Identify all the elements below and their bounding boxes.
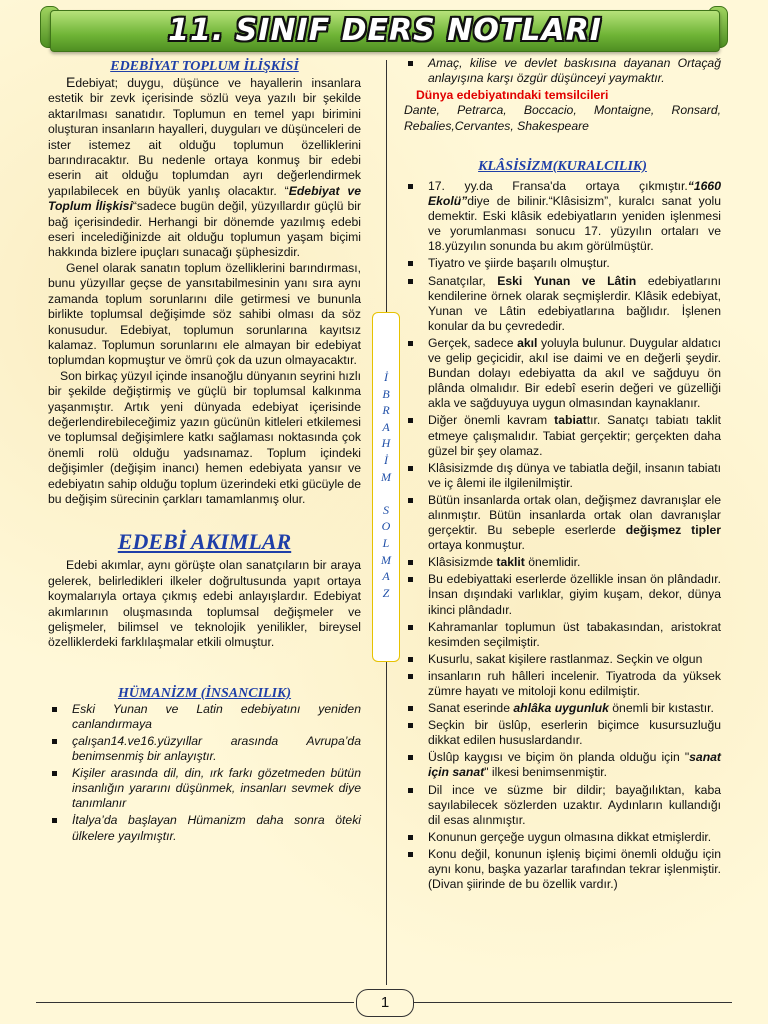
right-column xyxy=(404,56,721,894)
list-item xyxy=(404,701,721,716)
drop-letter: E xyxy=(66,74,76,90)
author-letter: Z xyxy=(382,585,390,600)
list-item xyxy=(404,555,721,570)
paragraph-3: Son birkaç yüzyıl içinde insanoğlu dünyanın seyrini hızlı bir şekilde değiştirmiş ve güçlü bir toplumsal kalkınma yaşanmıştır. Artık yeni dünyada edebiyat içerisinde değerlendirebileceğimiz yazın gücünün kitleleri etkilemesi ve toplumsal değişimlere katkı sağlaması noktasında çok önemli rolü olduğu yadsınamaz. Toplum içindeki değişimler (değişim inancı) hemen edebiyata yansır ve edebiyatın sahip olduğu toplum üzerindeki etki gücüyle de bu değişim sürecinin çarkları tamamlanmış olur. xyxy=(48,368,361,506)
list-item: Seçkin bir üslûp, eserlerin biçimce kusursuzluğu dikkat edilen hususlardandır. xyxy=(404,718,721,748)
left-column xyxy=(48,58,361,846)
author-letter: H xyxy=(381,436,391,451)
list-item: Kahramanlar toplumun üst tabakasından, aristokrat kesimden seçilmiştir. xyxy=(404,620,721,650)
text: diye de bilinir.“Klâsisizm”, kuralcı sanat yolu demektir. Eski klâsik edebiyatların yeniden işlenmesi ve yorumlanması sonucu 17. yüzyılın ortaları ve 18.yüzyılın sonunda bu akım görülmüştür. xyxy=(428,194,721,254)
page-title: 11. SINIF DERS NOTLARI xyxy=(168,13,602,48)
author-letter: L xyxy=(382,535,390,550)
list-item xyxy=(404,493,721,553)
text: edebiyatlarını kendilerine örnek olarak seçmişlerdir. Klâsik edebiyat, Yunan ve Lâtin edebiyatlarına bağlıdır. İşlenen konular da bu çevrededir. xyxy=(428,273,721,333)
author-name-vertical xyxy=(372,312,400,662)
representatives-heading: Dünya edebiyatındaki temsilcileri xyxy=(416,88,609,103)
emphasis: değişmez tipler xyxy=(625,523,721,538)
emphasis: ahlâka uygunluk xyxy=(513,701,609,716)
section-title-humanizm: HÜMANİZM (İNSANCILIK) xyxy=(117,685,292,701)
paragraph-1 xyxy=(48,75,361,261)
paragraph-4: Edebi akımlar, aynı görüşte olan sanatçıların bir araya gelerek, belirledikleri ilkeler doğrultusunda yapıt ortaya koymalarıyla ortaya çıkmış edebi anlayışlardır. Edebiyat akımlarının oluşmasında toplumsal değişmeler ve gelişmeler, bilimsel ve teknolojik yenilikler, bireysel özelliklerdeki farklılaşmalar etkili olmuştur. xyxy=(48,558,361,650)
author-letter: İ xyxy=(384,452,388,467)
footer-rule-right xyxy=(414,1002,732,1003)
humanizm-continued-list xyxy=(404,56,721,86)
list-item: Konu değil, konunun işleniş biçimi önemli olduğu için aynı konu, başka yazarlar tarafından tekrar işlenmiştir.(Divan şiirinde de bu özellik vardır.) xyxy=(404,847,721,892)
text: Sanat eserinde xyxy=(428,701,514,716)
list-item: Dil ince ve süzme bir dildir; bayağılıktan, kaba sayılabilecek sözlerden uzaktır. Aydınların kullandığı dil esas alınmıştır. xyxy=(404,783,721,828)
author-letter: M xyxy=(381,469,391,484)
list-item: İtalya’da başlayan Hümanizm daha sonra öteki ülkelere yayılmıştır. xyxy=(48,813,361,843)
humanizm-list xyxy=(48,702,361,844)
author-letter: R xyxy=(382,403,390,418)
paragraph-2: Genel olarak sanatın toplum özelliklerini barındırması, bunu yüzyıllar geçse de yansıtabilmesinin yanı sıra aynı zamanda toplum sorunlarını dile getirmesi ve bununla birlikte toplumsal değişimde söz sahibi olması da söz konusudur. Edebiyat, toplumun sorunlarına kayıtsız kalamaz. Toplumun sorunlarını ele almayan bir edebiyat toplumdan kopmuştur ve ömrü çok da uzun olmayacaktır. xyxy=(48,260,361,368)
klasisizm-list xyxy=(404,179,721,892)
list-item xyxy=(404,179,721,254)
paragraph-1-text-b: “sadece bugün değil, yüzyıllardır güçlü bir bağ içerisindedir. Herhangi bir dönemde yazılmış edebi eseri incelediğinizde ait olduğu toplumun yaşam biçimi hakkında bizlere ipuçları sunacağı şüphesizdir. xyxy=(48,199,362,260)
author-letter: M xyxy=(381,552,391,567)
list-item: Bu edebiyattaki eserlerde özellikle insan ön plândadır. İnsan dışındaki varlıklar, giyim kuşam, dekor, dünya ikinci plândadır. xyxy=(404,572,721,617)
list-item xyxy=(404,274,721,334)
text: önemli bir kıstastır. xyxy=(608,701,714,716)
list-item xyxy=(404,413,721,458)
author-letter: S xyxy=(383,502,389,517)
emphasis: “1660 Ekolü” xyxy=(428,179,721,209)
text: önemlidir. xyxy=(524,555,581,570)
text: Diğer önemli kavram xyxy=(428,413,555,428)
list-item: Konunun gerçeğe uygun olmasına dikkat etmişlerdir. xyxy=(404,830,721,845)
text: " ilkesi benimsenmiştir. xyxy=(484,765,608,780)
list-item: Tiyatro ve şiirde başarılı olmuştur. xyxy=(404,256,721,271)
text: Klâsisizmde xyxy=(428,555,497,570)
text: Bütün insanlarda ortak olan, değişmez davranışlar ele alınmıştır. Bütün insanlarda ortak olan davranışlar gerçektir. Bu sebeple eserlerde xyxy=(428,492,721,538)
author-letter: B xyxy=(382,386,390,401)
text: 17. yy.da Fransa'da ortaya çıkmıştır. xyxy=(428,179,688,193)
author-letter: İ xyxy=(384,370,388,384)
list-item xyxy=(404,750,721,780)
page-number: 1 xyxy=(356,989,414,1017)
text: Sanatçılar, xyxy=(428,273,498,288)
text: tır. Sanatçı tabiatı taklit etmeye çalışmalıdır. Tabiat gerçektir; gerçekten daha güzel bir şey olamaz. xyxy=(428,413,722,458)
footer-rule-left xyxy=(36,1002,354,1003)
emphasis: tabiat xyxy=(554,413,587,428)
author-letter: A xyxy=(382,569,390,584)
representatives-names: Dante, Petrarca, Boccacio, Montaigne, Ronsard, Rebalies,Cervantes, Shakespeare xyxy=(404,103,721,133)
section-title-edebiyat-toplum: EDEBİYAT TOPLUM İLİŞKİSİ xyxy=(110,59,299,74)
author-letter: A xyxy=(382,419,390,434)
emphasis: akıl xyxy=(517,335,538,350)
section-title-klasisizm: KLÂSİSİZM(KURALCILIK) xyxy=(478,159,647,174)
text: yoluyla bulunur. Duygular aldatıcı ve gelip geçicidir, akıl ise daimi ve en değerli şeydir. Bundan dolayı edebiyatta da akıl ve sağduyu ön plânda olmalıdır. Bir edebî eserin değeri ve güzelliği akla ve sağduyuya uygun olmasından kaynaklanır. xyxy=(428,335,721,411)
text: Üslûp kaygısı ve biçim ön planda olduğu için " xyxy=(428,750,690,765)
emphasis: taklit xyxy=(496,555,525,570)
emphasis: sanat için sanat xyxy=(428,750,721,780)
title-banner xyxy=(50,10,720,52)
list-item: insanların ruh hâlleri incelenir. Tiyatroda da yüksek zümre hayatı ve mitoloji konu edilmiştir. xyxy=(404,669,721,699)
list-item: çalışan14.ve16.yüzyıllar arasında Avrupa’da benimsenmiş bir anlayıştır. xyxy=(48,734,361,764)
paragraph-1-text-a: debiyat; duygu, düşünce ve hayallerin insanlara estetik bir zevk içerisinde sözlü veya yazılı bir şekilde aktarılması sanatıdır. Toplumun en temel yapı birimini oluşturan insanların hayalleri, duyguları ve düşünceleri de ister istemez ait olduğu toplumun özelliklerini barındıracaktır. Bu nedenle ortaya konmuş bir edebi eserin ait olduğu toplumdan ayrı değerlendirmek yapılabilecek en büyük yanlış olacaktır. “ xyxy=(48,76,361,198)
emphasis: Eski Yunan ve Lâtin xyxy=(497,273,637,288)
author-letter: O xyxy=(381,519,391,534)
text: ortaya konmuştur. xyxy=(428,538,525,553)
list-item: Klâsisizmde dış dünya ve tabiatla değil, insanın tabiatı ve iç âlemi ile ilgilenilmiştir. xyxy=(404,461,721,491)
paragraph-1-bold: Edebiyat ve Toplum İlişkisi xyxy=(48,183,361,214)
list-item: Eski Yunan ve Latin edebiyatını yeniden canlandırmaya xyxy=(48,702,361,732)
text: Gerçek, sadece xyxy=(428,335,518,350)
list-item: Kişiler arasında dil, din, ırk farkı gözetmeden bütün insanlığın yararını düşünmek, insanları sevmek diye tanımlanır xyxy=(48,766,361,811)
section-title-edebi-akimlar: EDEBİ AKIMLAR xyxy=(117,529,292,555)
author-letter xyxy=(373,485,399,502)
list-item: Amaç, kilise ve devlet baskısına dayanan Ortaçağ anlayışına karşı özgür düşünceyi yaymaktır. xyxy=(404,56,721,86)
list-item xyxy=(404,336,721,411)
list-item: Kusurlu, sakat kişilere rastlanmaz. Seçkin ve olgun xyxy=(404,652,721,667)
